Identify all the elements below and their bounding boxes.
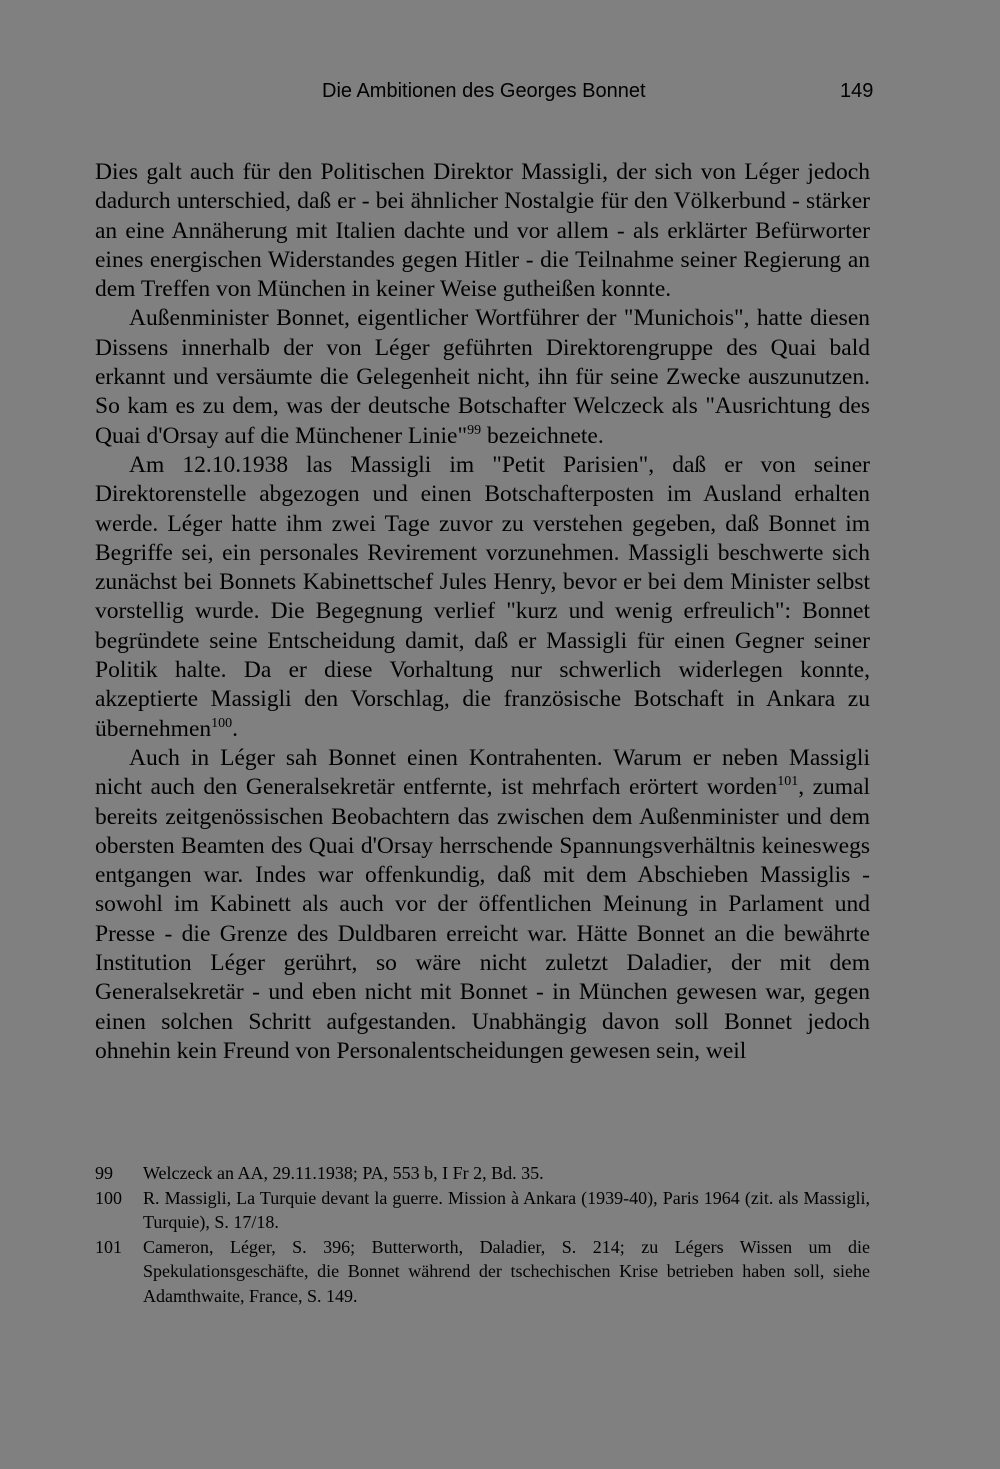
paragraph-text: Außenminister Bonnet, eigentlicher Wortführer der "Munichois", hatte diesen Dissens innerhalb der von Léger geführten Direktorengruppe des Quai bald erkannt und versäumte die Gelegenheit nicht, ihn für seine Zwecke auszunutzen. So kam es zu dem, was der deutsche Botschafter Welczeck als "Ausrichtung des Quai d'Orsay auf die Münchener Linie" <box>95 305 870 449</box>
footnote-ref-100[interactable]: 100 <box>211 715 233 731</box>
footnote <box>95 1161 870 1186</box>
paragraph <box>95 451 870 744</box>
paragraph <box>95 158 870 304</box>
main-text <box>95 158 870 1066</box>
footnotes <box>95 1161 870 1308</box>
page-header <box>0 76 1000 106</box>
footnote-number: 101 <box>95 1236 122 1257</box>
paragraph-text: , zumal bereits zeitgenössischen Beobachtern das zwischen dem Außenminister und dem obersten Beamten des Quai d'Orsay herrschende Spannungsverhältnis keineswegs entgangen war. Indes war offenkundig, daß mit dem Abschieben Massiglis - sowohl im Kabinett als auch vor der öffentlichen Meinung in Parlament und Presse - die Grenze des Duldbaren erreicht war. Hätte Bonnet an die bewährte Institution Léger gerührt, so wäre nicht zuletzt Daladier, der mit dem Generalsekretär - und eben nicht mit Bonnet - in München gewesen war, gegen einen solchen Schritt aufgestanden. Unabhängig davon soll Bonnet jedoch ohnehin kein Freund von Personalentscheidungen gewesen sein, weil <box>95 774 871 1064</box>
paragraph-text: . <box>232 715 239 742</box>
paragraph <box>95 304 870 450</box>
running-title: Die Ambitionen des Georges Bonnet <box>322 80 646 102</box>
footnote-text: R. Massigli, La Turquie devant la guerre. Mission à Ankara (1939-40), Paris 1964 (zit. als Massigli, Turquie), S. 17/18. <box>143 1187 870 1232</box>
footnote-text: Welczeck an AA, 29.11.1938; PA, 553 b, I Fr 2, Bd. 35. <box>143 1163 544 1183</box>
footnote-ref-101[interactable]: 101 <box>777 774 799 790</box>
footnote <box>95 1186 870 1235</box>
page-number: 149 <box>840 80 874 102</box>
paragraph-text: Dies galt auch für den Politischen Direktor Massigli, der sich von Léger jedoch dadurch unterschied, daß er - bei ähnlicher Nostalgie für den Völkerbund - stärker an eine Annäherung mit Italien dachte und vor allem - als erklärter Befürworter eines energischen Widerstandes gegen Hitler - die Teilnahme seiner Regierung an dem Treffen von München in keiner Weise gutheißen konnte. <box>95 159 870 303</box>
paragraph-text: Auch in Léger sah Bonnet einen Kontrahenten. Warum er neben Massigli nicht auch den Generalsekretär entfernte, ist mehrfach erörtert worden <box>95 744 870 801</box>
paragraph-text: bezeichnete. <box>481 422 604 449</box>
footnote-number: 99 <box>95 1163 113 1183</box>
footnote-number: 100 <box>95 1187 122 1208</box>
paragraph-text: Am 12.10.1938 las Massigli im "Petit Parisien", daß er von seiner Direktorenstelle abgezogen und einen Botschafterposten im Ausland erhalten werde. Léger hatte ihm zwei Tage zuvor zu verstehen gegeben, daß Bonnet im Begriffe sei, ein personales Revirement vorzunehmen. Massigli beschwerte sich zunächst bei Bonnets Kabinettschef Jules Henry, bevor er bei dem Minister selbst vorstellig wurde. Die Begegnung verlief "kurz und wenig erfreulich": Bonnet begründete seine Entscheidung damit, daß er Massigli für einen Gegner seiner Politik halte. Da er diese Vorhaltung nur schwerlich widerlegen konnte, akzeptierte Massigli den Vorschlag, die französische Botschaft in Ankara zu übernehmen <box>95 451 870 742</box>
footnote-ref-99[interactable]: 99 <box>467 422 482 438</box>
paragraph <box>95 744 870 1066</box>
footnote-text: Cameron, Léger, S. 396; Butterworth, Daladier, S. 214; zu Légers Wissen um die Spekulationsgeschäfte, die Bonnet während der tschechischen Krise betrieben haben soll, siehe Adamthwaite, France, S. 149. <box>143 1236 870 1306</box>
footnote <box>95 1235 870 1309</box>
